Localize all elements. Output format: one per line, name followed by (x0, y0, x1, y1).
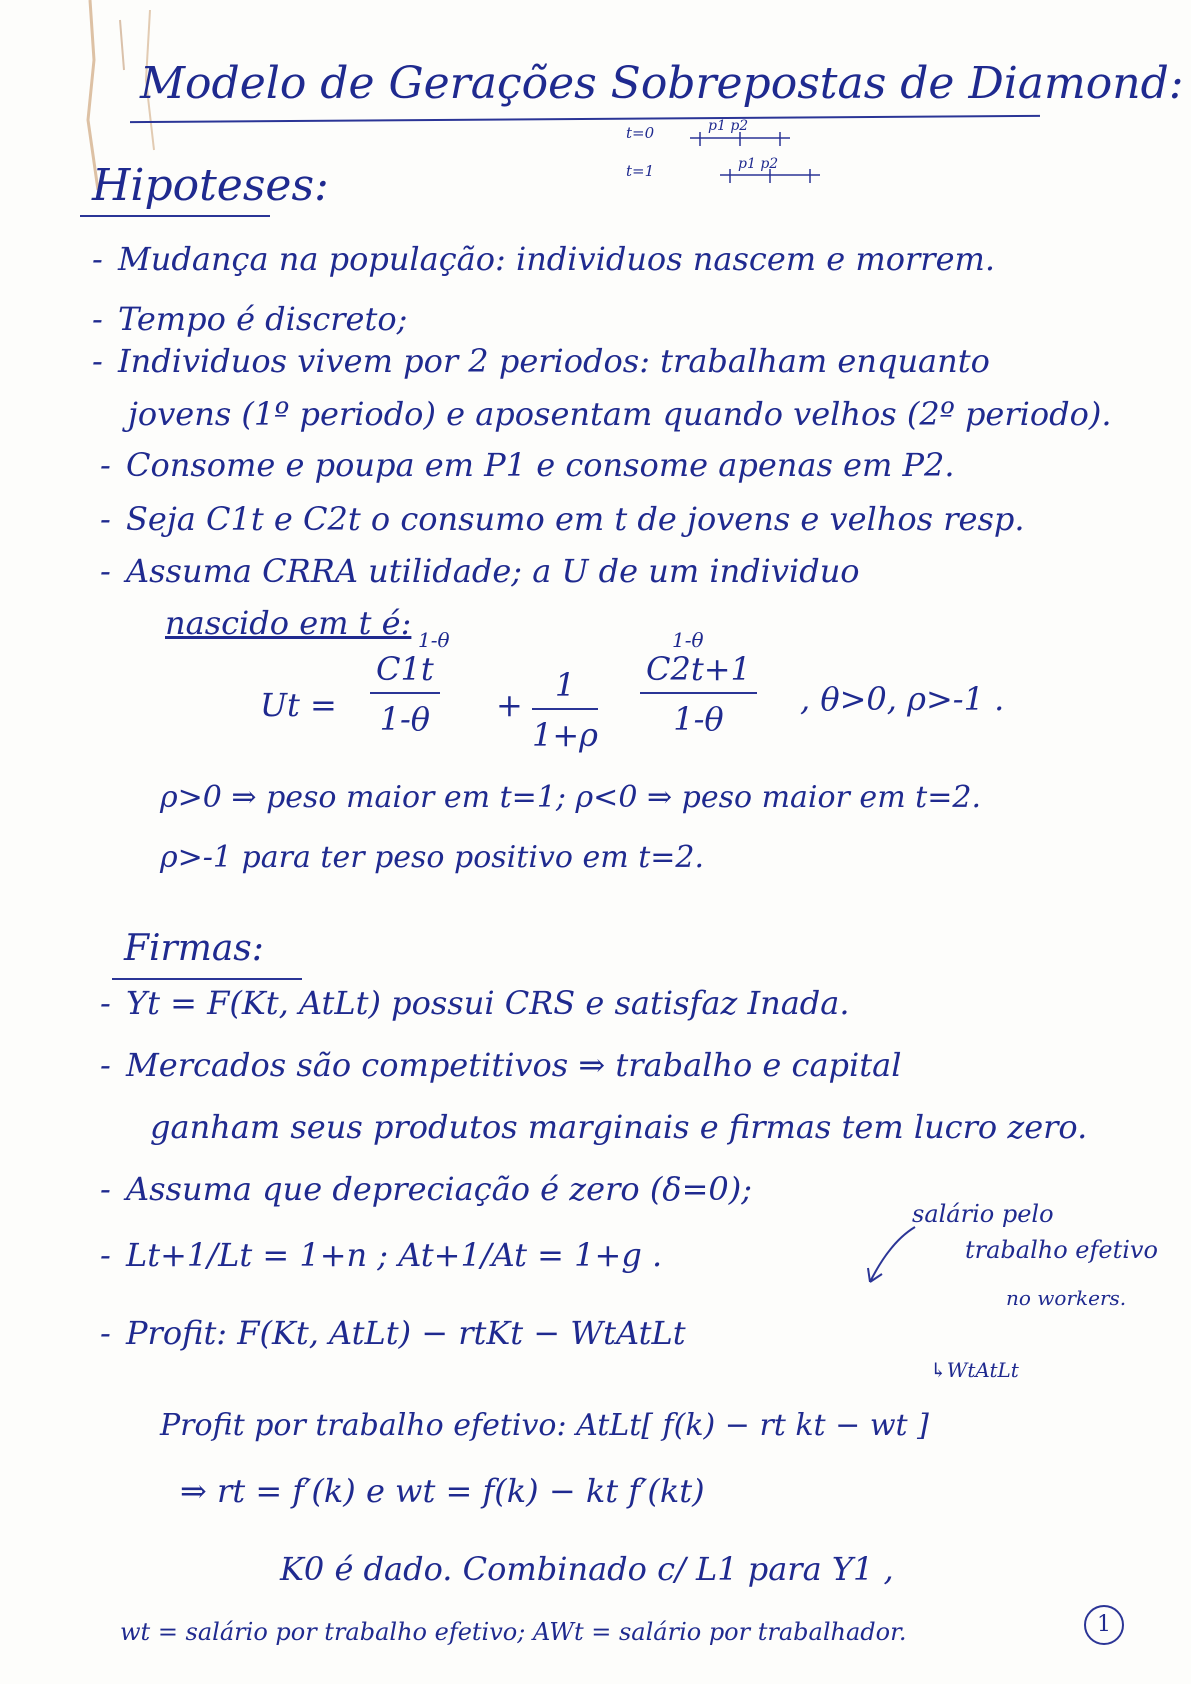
firm-item: - Lt+1/Lt = 1+n ; At+1/At = 1+g . (100, 1236, 663, 1274)
hypothesis-item: - Individuos vivem por 2 periodos: trabalham enquanto (92, 342, 990, 380)
first-order-conditions: ⇒ rt = f′(k) e wt = f(k) − kt f′(kt) (180, 1472, 705, 1510)
hypothesis-item-continued: jovens (1º periodo) e aposentam quando velhos (2º periodo). (128, 395, 1112, 433)
numerator: C1t (370, 650, 440, 694)
denominator: 1-θ (379, 700, 431, 738)
denominator: 1-θ (673, 700, 724, 738)
hypothesis-item: - Tempo é discreto; (92, 300, 408, 338)
firms-underline (112, 978, 302, 980)
exponent: 1-θ (418, 628, 450, 652)
firm-item: - Yt = F(Kt, AtLt) possui CRS e satisfaz Inada. (100, 984, 850, 1022)
annotation-text: salário pelo (912, 1200, 1054, 1228)
title-underline (130, 115, 1040, 123)
hypotheses-underline (80, 215, 270, 217)
denominator: 1+ρ (532, 716, 598, 754)
annotation-text: trabalho efetivo (965, 1236, 1158, 1264)
hypothesis-item-continued: nascido em t é: (165, 604, 412, 642)
hypothesis-item: - Consome e poupa em P1 e consome apenas em P2. (100, 446, 955, 484)
plus-sign: + (496, 686, 523, 724)
footer-note: wt = salário por trabalho efetivo; AWt = salário por trabalhador. (120, 1618, 907, 1646)
hypothesis-item: - Mudança na população: individuos nascem e morrem. (92, 240, 996, 278)
timeline-row1-label: t=0 (626, 124, 655, 142)
annotation-subscript: ↳WtAtLt (930, 1358, 1019, 1382)
parameter-conditions: , θ>0, ρ>-1 . (800, 680, 1005, 718)
page-number: 1 (1084, 1605, 1124, 1645)
firms-heading: Firmas: (124, 928, 264, 969)
fraction-term1 (370, 650, 440, 738)
utility-lhs: Ut = (260, 686, 337, 724)
utility-formula (260, 628, 1080, 760)
numerator: 1 (532, 666, 598, 710)
annotation-text: no workers. (1006, 1286, 1127, 1310)
firm-item: - Profit: F(Kt, AtLt) − rtKt − WtAtLt (100, 1314, 686, 1352)
timeline-row2-periods: p1 p2 (738, 156, 779, 172)
firm-item: - Mercados são competitivos ⇒ trabalho e capital (100, 1046, 902, 1084)
firm-item-continued: ganham seus produtos marginais e firmas tem lucro zero. (150, 1108, 1088, 1146)
page-title: Modelo de Gerações Sobrepostas de Diamond: (140, 58, 1184, 109)
fraction-term2 (640, 650, 757, 738)
exponent: 1-θ (672, 628, 704, 652)
initial-capital-note: K0 é dado. Combinado c/ L1 para Y1 , (280, 1550, 894, 1588)
firm-item: - Assuma que depreciação é zero (δ=0); (100, 1170, 752, 1208)
numerator: C2t+1 (640, 650, 757, 694)
timeline-row2-label: t=1 (626, 162, 655, 180)
hypotheses-heading: Hipoteses: (92, 160, 329, 211)
timeline-row1-periods: p1 p2 (708, 118, 749, 134)
hypothesis-item: - Seja C1t e C2t o consumo em t de jovens e velhos resp. (100, 500, 1025, 538)
fraction-discount (532, 666, 598, 754)
annotation-arrow (860, 1222, 920, 1292)
profit-per-effective-labor: Profit por trabalho efetivo: AtLt[ f(k) − rt kt − wt ] (160, 1408, 929, 1443)
timeline-sketch (620, 120, 840, 194)
hypothesis-item: - Assuma CRRA utilidade; a U de um individuo (100, 552, 860, 590)
rho-note: ρ>-1 para ter peso positivo em t=2. (160, 840, 705, 875)
rho-note: ρ>0 ⇒ peso maior em t=1; ρ<0 ⇒ peso maior em t=2. (160, 780, 981, 815)
